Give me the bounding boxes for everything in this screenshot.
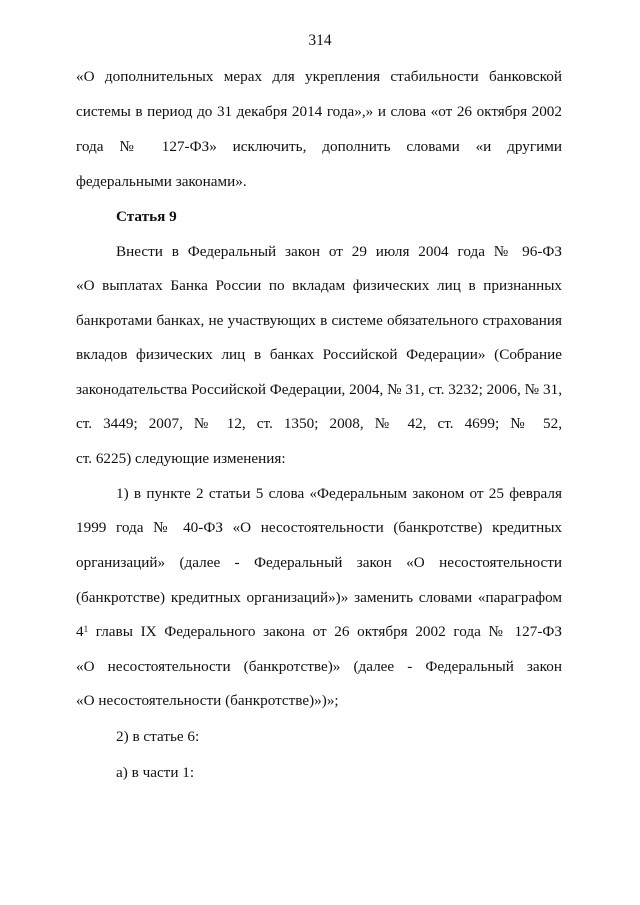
paragraph-2-line: «О выплатах Банка России по вкладам физических лиц в признанных <box>76 277 562 294</box>
page-number: 314 <box>308 32 332 49</box>
paragraph-3-line: 1999 года № 40-ФЗ «О несостоятельности (банкротстве) кредитных <box>76 519 562 536</box>
paragraph-3-line: организаций» (далее - Федеральный закон «О несостоятельности <box>76 554 562 571</box>
article-heading: Статья 9 <box>116 208 177 225</box>
paragraph-3-line: «О несостоятельности (банкротстве)» (далее - Федеральный закон <box>76 658 562 675</box>
paragraph-3-line: (банкротстве) кредитных организаций»)» заменить словами «параграфом <box>76 589 562 606</box>
paragraph-3-line: 1) в пункте 2 статьи 5 слова «Федеральным законом от 25 февраля <box>116 485 562 502</box>
list-item: 2) в статье 6: <box>116 728 200 745</box>
paragraph-1-line: системы в период до 31 декабря 2014 года»,» и слова «от 26 октября 2002 <box>76 103 562 120</box>
paragraph-1-line: федеральными законами». <box>76 173 247 190</box>
paragraph-3-line-with-superscript <box>76 622 562 642</box>
paragraph-line-rest: главы IX Федерального закона от 26 октября 2002 года № 127-ФЗ <box>88 623 562 640</box>
paragraph-2-line: вкладов физических лиц в банках Российской Федерации» (Собрание <box>76 346 562 363</box>
paragraph-2-line: ст. 6225) следующие изменения: <box>76 450 286 467</box>
superscript: 1 <box>83 624 89 634</box>
paragraph-lead-number: 4 <box>76 623 84 640</box>
paragraph-2-line: банкротами банках, не участвующих в системе обязательного страхования <box>76 312 562 329</box>
paragraph-2-line: ст. 3449; 2007, № 12, ст. 1350; 2008, № 42, ст. 4699; № 52, <box>76 415 562 432</box>
paragraph-3-line: «О несостоятельности (банкротстве)»)»; <box>76 692 339 709</box>
paragraph-1-line: «О дополнительных мерах для укрепления стабильности банковской <box>76 68 562 85</box>
paragraph-2-line: Внести в Федеральный закон от 29 июля 2004 года № 96-ФЗ <box>116 243 562 260</box>
paragraph-2-line: законодательства Российской Федерации, 2004, № 31, ст. 3232; 2006, № 31, <box>76 381 562 398</box>
paragraph-1-line: года № 127-ФЗ» исключить, дополнить словами «и другими <box>76 138 562 155</box>
list-item: а) в части 1: <box>116 764 195 781</box>
